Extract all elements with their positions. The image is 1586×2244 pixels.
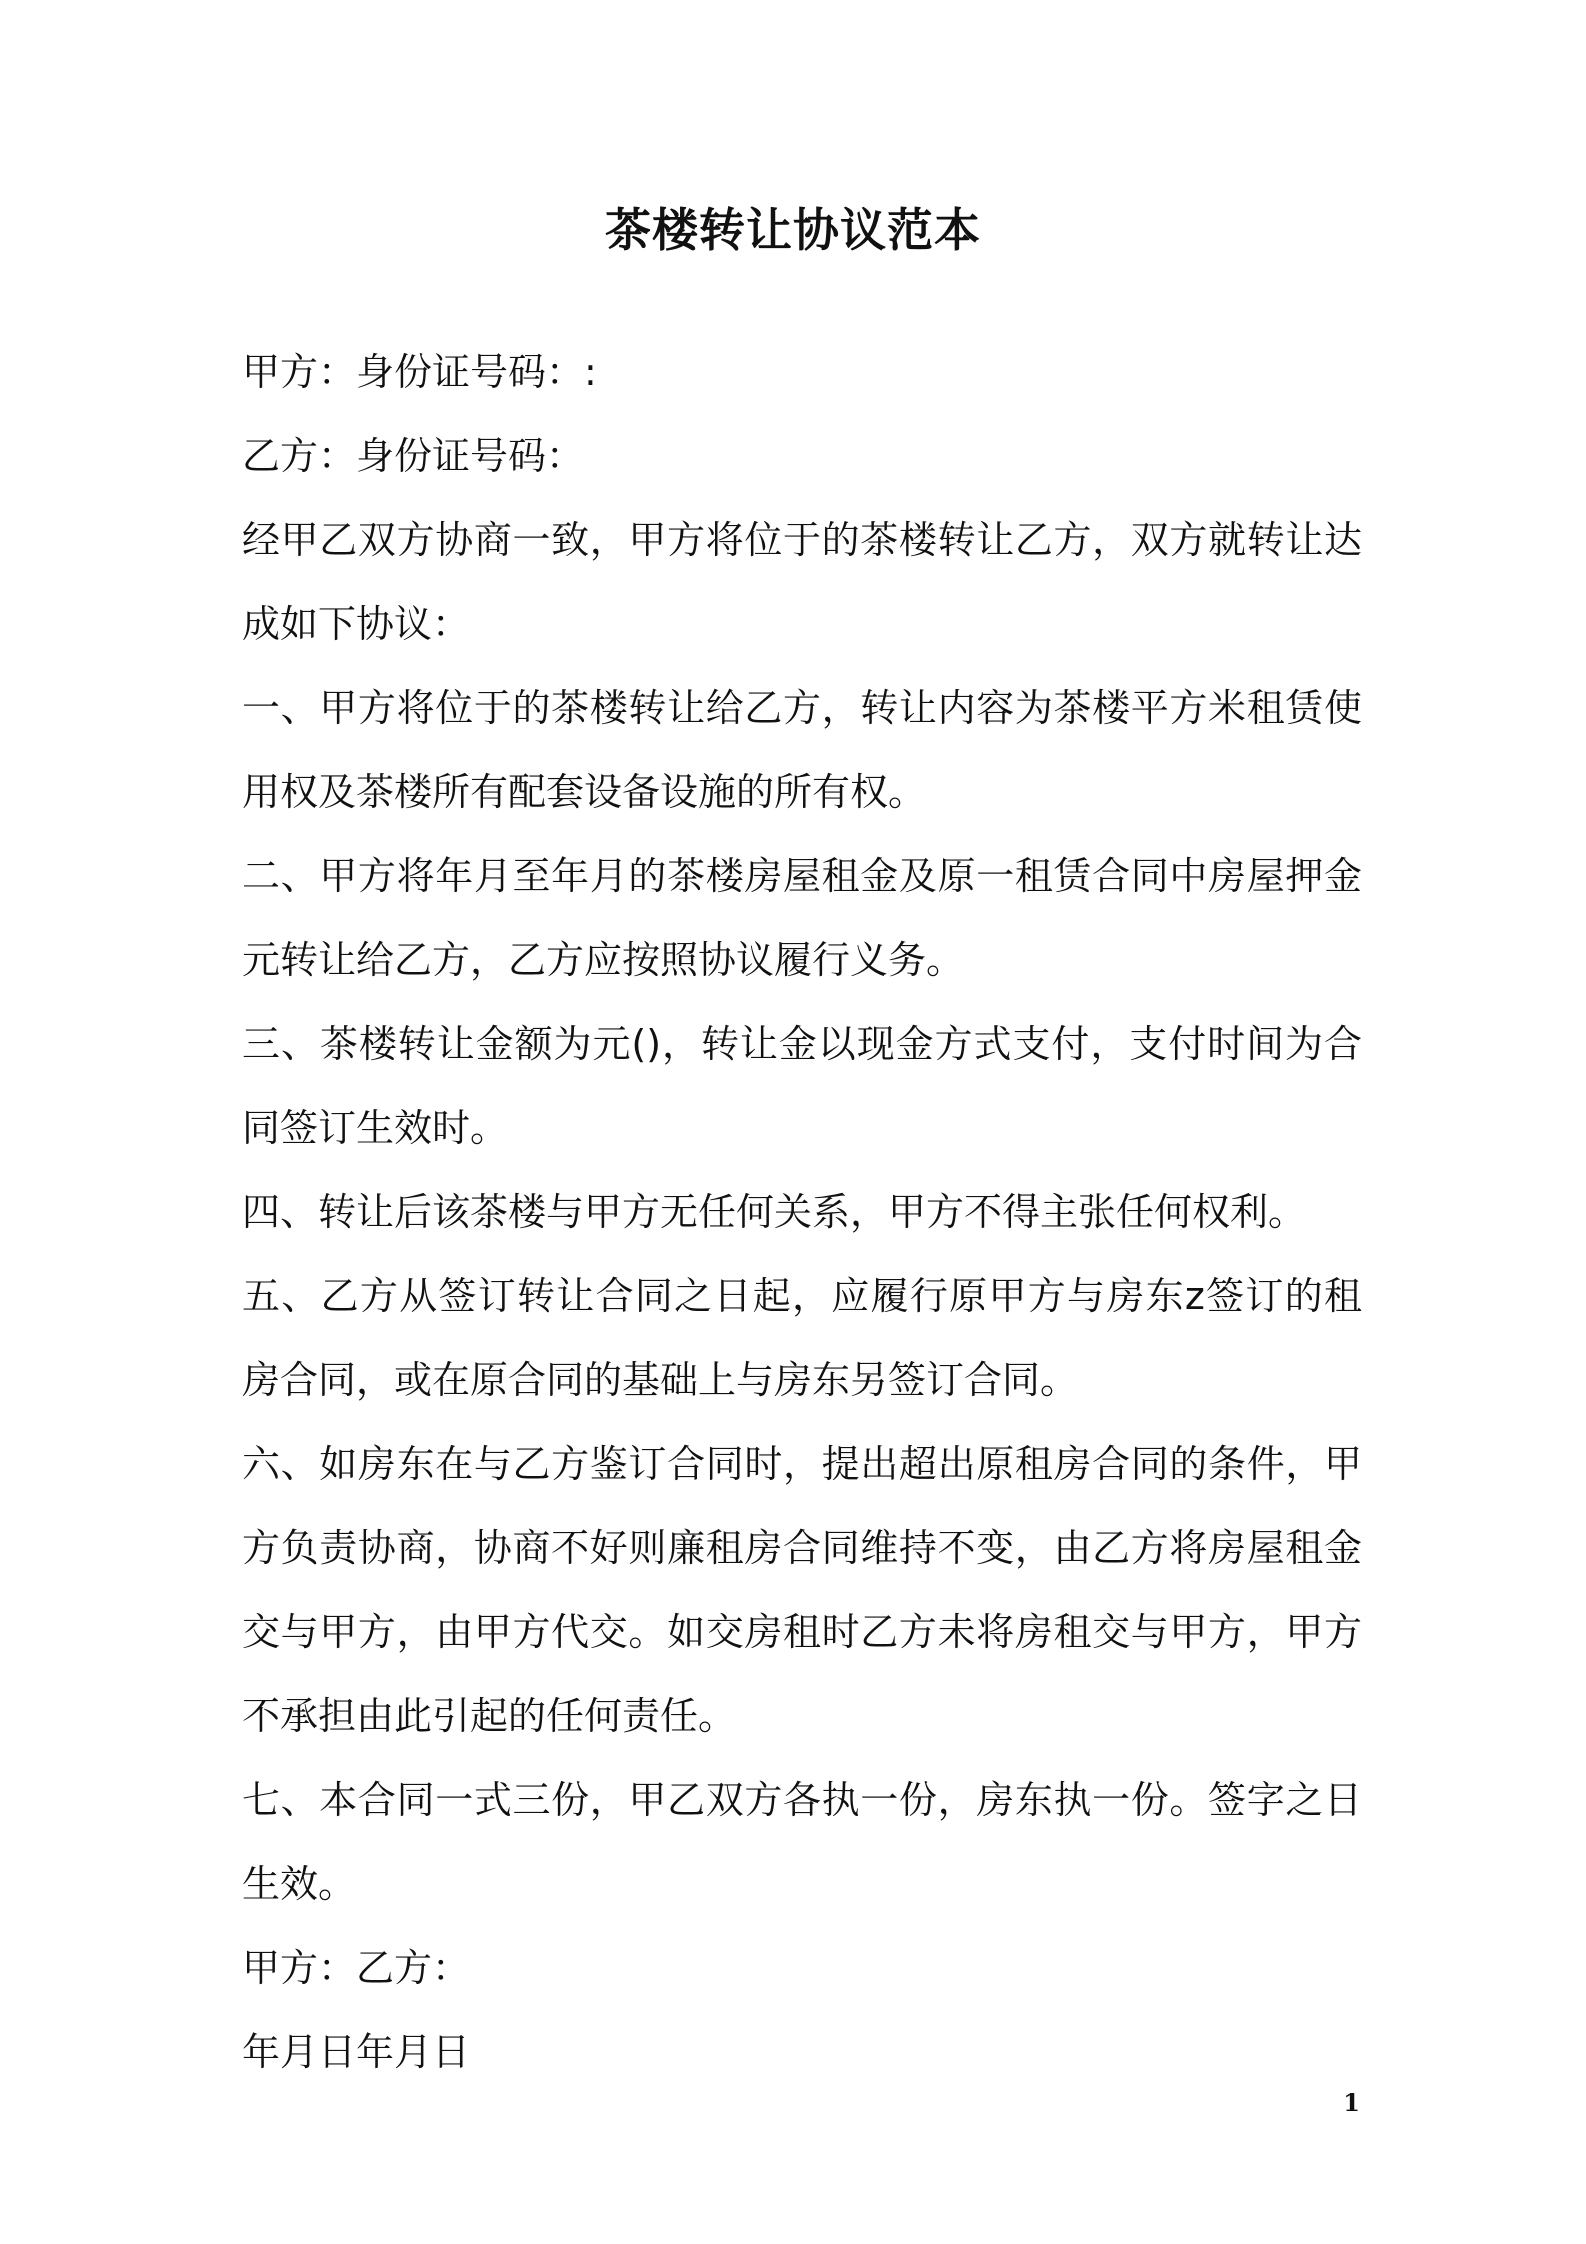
- clause-2: 二、甲方将年月至年月的茶楼房屋租金及原一租赁合同中房屋押金元转让给乙方，乙方应按照协议履行义务。: [242, 854, 1362, 982]
- party-b-line: 乙方：身份证号码：: [242, 434, 585, 478]
- date-line: 年月日年月日: [242, 2030, 471, 2074]
- document-body: [242, 330, 1362, 2094]
- clause-5: 五、乙方从签订转让合同之日起，应履行原甲方与房东z签订的租房合同，或在原合同的基础上与房东另签订合同。: [242, 1274, 1362, 1402]
- clause-3: 三、茶楼转让金额为元()，转让金以现金方式支付，支付时间为合同签订生效时。: [242, 1022, 1362, 1150]
- clause-4: 四、转让后该茶楼与甲方无任何关系，甲方不得主张任何权利。: [242, 1190, 1307, 1234]
- party-a-line: 甲方：身份证号码：:: [242, 350, 597, 394]
- document-title: 茶楼转让协议范本: [605, 203, 981, 257]
- preamble-paragraph: 经甲乙双方协商一致，甲方将位于的茶楼转让乙方，双方就转让达成如下协议：: [242, 518, 1362, 646]
- clause-1: 一、甲方将位于的茶楼转让给乙方，转让内容为茶楼平方米租赁使用权及茶楼所有配套设备设施的所有权。: [242, 686, 1362, 814]
- page-number: 1: [1343, 2088, 1360, 2117]
- signature-line: 甲方：乙方：: [242, 1946, 471, 1990]
- clause-6: 六、如房东在与乙方鉴订合同时，提出超出原租房合同的条件，甲方负责协商，协商不好则廉租房合同维持不变，由乙方将房屋租金交与甲方，由甲方代交。如交房租时乙方未将房租交与甲方，甲方不承担由此引起的任何责任。: [242, 1442, 1362, 1738]
- clause-7: 七、本合同一式三份，甲乙双方各执一份，房东执一份。签字之日生效。: [242, 1778, 1362, 1906]
